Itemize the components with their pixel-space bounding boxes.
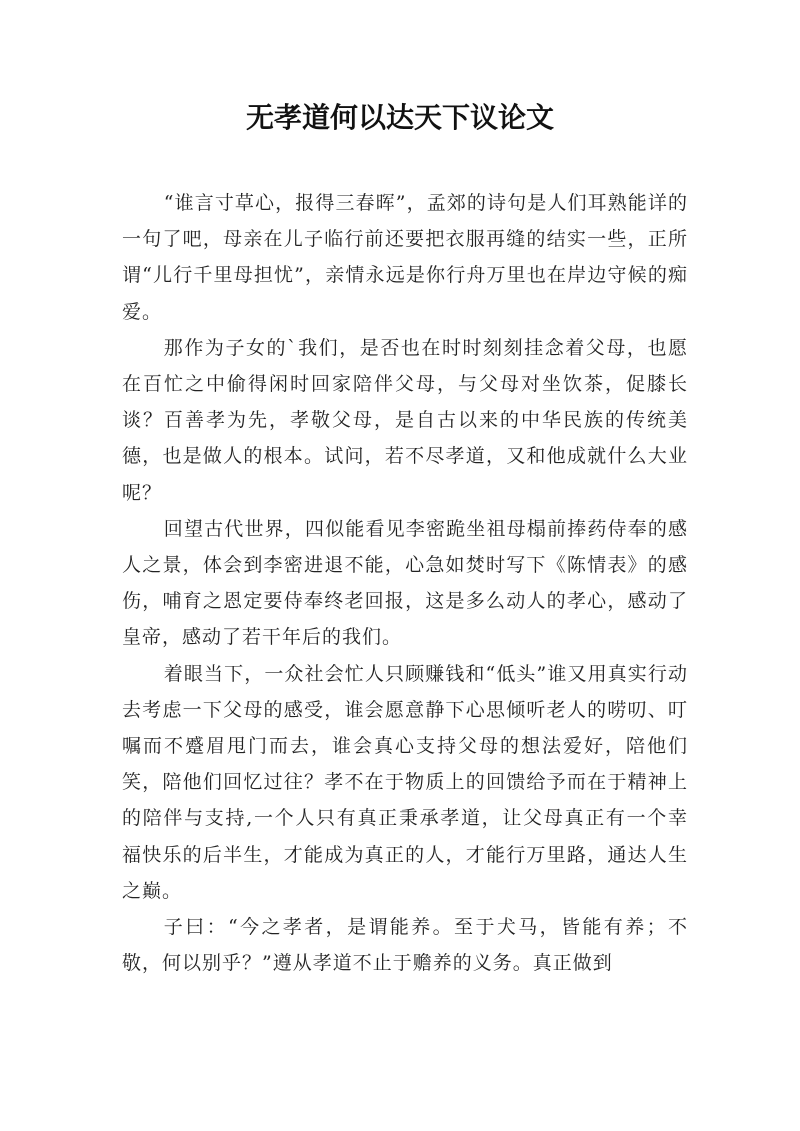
paragraph-2: 那作为子女的`我们，是否也在时时刻刻挂念着父母，也愿在百忙之中偷得闲时回家陪伴父母，与父母对坐饮茶，促膝长谈？百善孝为先，孝敬父母，是自古以来的中华民族的传统美德，也是做人的根本。试问，若不尽孝道，又和他成就什么大业呢？: [122, 336, 688, 504]
document-title: 无孝道何以达天下议论文: [245, 101, 554, 134]
paragraph-5: 子曰：“今之孝者，是谓能养。至于犬马，皆能有养；不敬，何以别乎？”遵从孝道不止于赡养的义务。真正做到: [122, 916, 688, 975]
document-body: [122, 185, 688, 981]
paragraph-1: “谁言寸草心，报得三春晖”，孟郊的诗句是人们耳熟能详的一句了吧，母亲在儿子临行前还要把衣服再缝的结实一些，正所谓“儿行千里母担忧”，亲情永远是你行舟万里也在岸边守候的痴爱。: [122, 192, 688, 323]
paragraph-4: 着眼当下，一众社会忙人只顾赚钱和“低头”谁又用真实行动去考虑一下父母的感受，谁会愿意静下心思倾听老人的唠叨、叮嘱而不蹙眉甩门而去，谁会真心支持父母的想法爱好，陪他们笑，陪他们回忆过往？孝不在于物质上的回馈给予而在于精神上的陪伴与支持,一个人只有真正秉承孝道，让父母真正有一个幸福快乐的后半生，才能成为真正的人，才能行万里路，通达人生之巅。: [122, 662, 688, 902]
paragraph-3: 回望古代世界，四似能看见李密跪坐祖母榻前捧药侍奉的感人之景，体会到李密进退不能，心急如焚时写下《陈情表》的感伤，哺育之恩定要侍奉终老回报，这是多么动人的孝心，感动了皇帝，感动了若干年后的我们。: [122, 517, 688, 649]
